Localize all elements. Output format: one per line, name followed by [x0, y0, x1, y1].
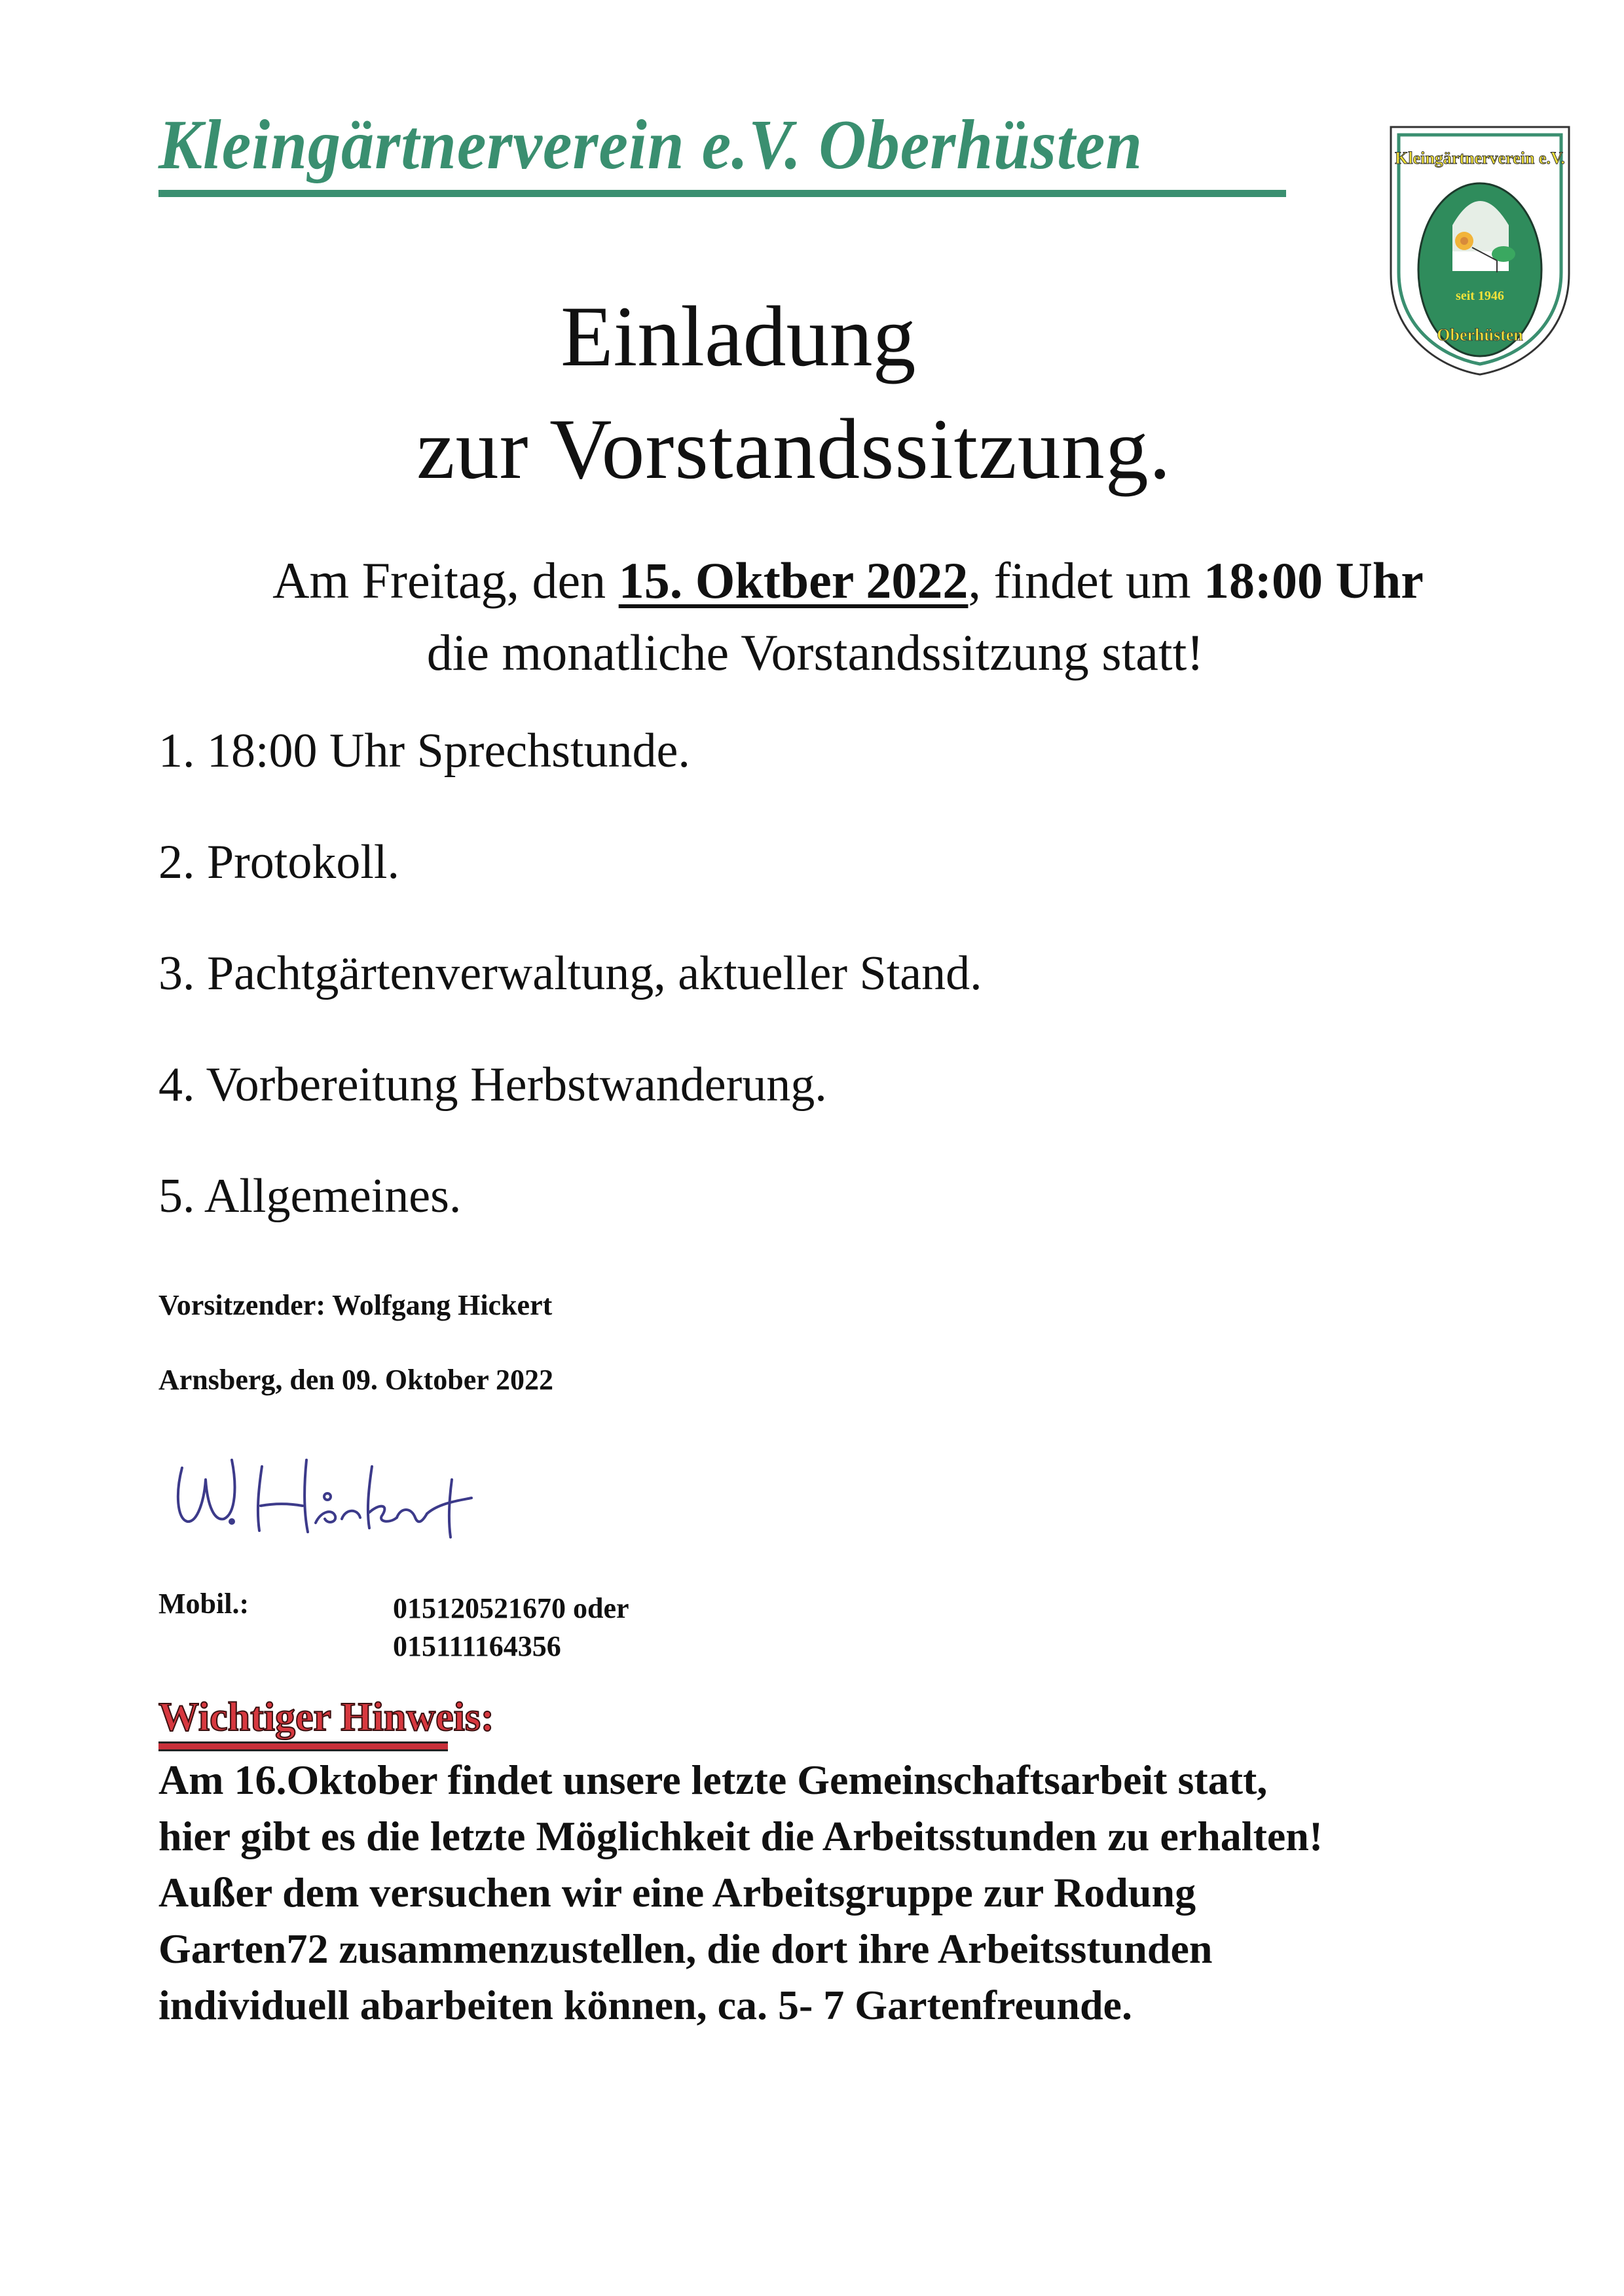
notice-line: Außer dem versuchen wir eine Arbeitsgruppe zur Rodung — [158, 1869, 1196, 1916]
notice-line: Am 16.Oktober findet unsere letzte Gemeinschaftsarbeit statt, — [158, 1757, 1268, 1803]
notice-line: Garten72 zusammenzustellen, die dort ihre Arbeitsstunden — [158, 1925, 1213, 1972]
notice-line: hier gibt es die letzte Möglichkeit die Arbeitsstunden zu erhalten! — [158, 1813, 1323, 1859]
title-line-2: zur Vorstandssitzung. — [416, 401, 1172, 497]
club-crest-logo — [1387, 123, 1573, 378]
notice-line: individuell abarbeiten können, ca. 5- 7 Gartenfreunde. — [158, 1982, 1132, 2028]
crest-bottom-text: Oberhüsten — [1437, 325, 1523, 344]
meeting-date: 15. Oktber 2022 — [618, 552, 969, 609]
handwritten-signature — [164, 1440, 478, 1539]
club-name-underline — [158, 190, 1286, 197]
notice-heading-underline — [158, 1741, 448, 1751]
intro-line-1 — [0, 545, 1624, 617]
place-date-line: Arnsberg, den 09. Oktober 2022 — [158, 1364, 553, 1396]
mobile-label: Mobil.: — [158, 1588, 249, 1620]
mobile-number-1: 015120521670 oder — [393, 1592, 629, 1624]
agenda-item: 3. Pachtgärtenverwaltung, aktueller Stand. — [158, 947, 982, 1000]
agenda-item: 2. Protokoll. — [158, 835, 399, 889]
agenda-item: 1. 18:00 Uhr Sprechstunde. — [158, 724, 690, 778]
crest-since-text: seit 1946 — [1456, 289, 1504, 303]
notice-heading: Wichtiger Hinweis: — [158, 1695, 494, 1740]
agenda-item: 5. Allgemeines. — [158, 1169, 462, 1223]
agenda-item: 4. Vorbereitung Herbstwanderung. — [158, 1058, 827, 1112]
club-name-heading: Kleingärtnerverein e.V. Oberhüsten — [158, 106, 1143, 184]
crest-top-text: Kleingärtnerverein e.V. — [1395, 149, 1565, 168]
agenda-list — [158, 724, 982, 1283]
chairman-line: Vorsitzender: Wolfgang Hickert — [158, 1289, 553, 1321]
intro-middle: , findet um — [968, 552, 1204, 609]
mobile-numbers — [393, 1590, 629, 1666]
notice-body — [158, 1752, 1323, 2033]
intro-prefix: Am Freitag, den — [272, 552, 619, 609]
meeting-time: 18:00 Uhr — [1204, 552, 1424, 609]
mobile-number-2: 015111164356 — [393, 1630, 561, 1662]
intro-line-2: die monatliche Vorstandssitzung statt! — [426, 624, 1204, 681]
title-line-1: Einladung — [561, 288, 916, 384]
intro-paragraph — [0, 545, 1624, 689]
